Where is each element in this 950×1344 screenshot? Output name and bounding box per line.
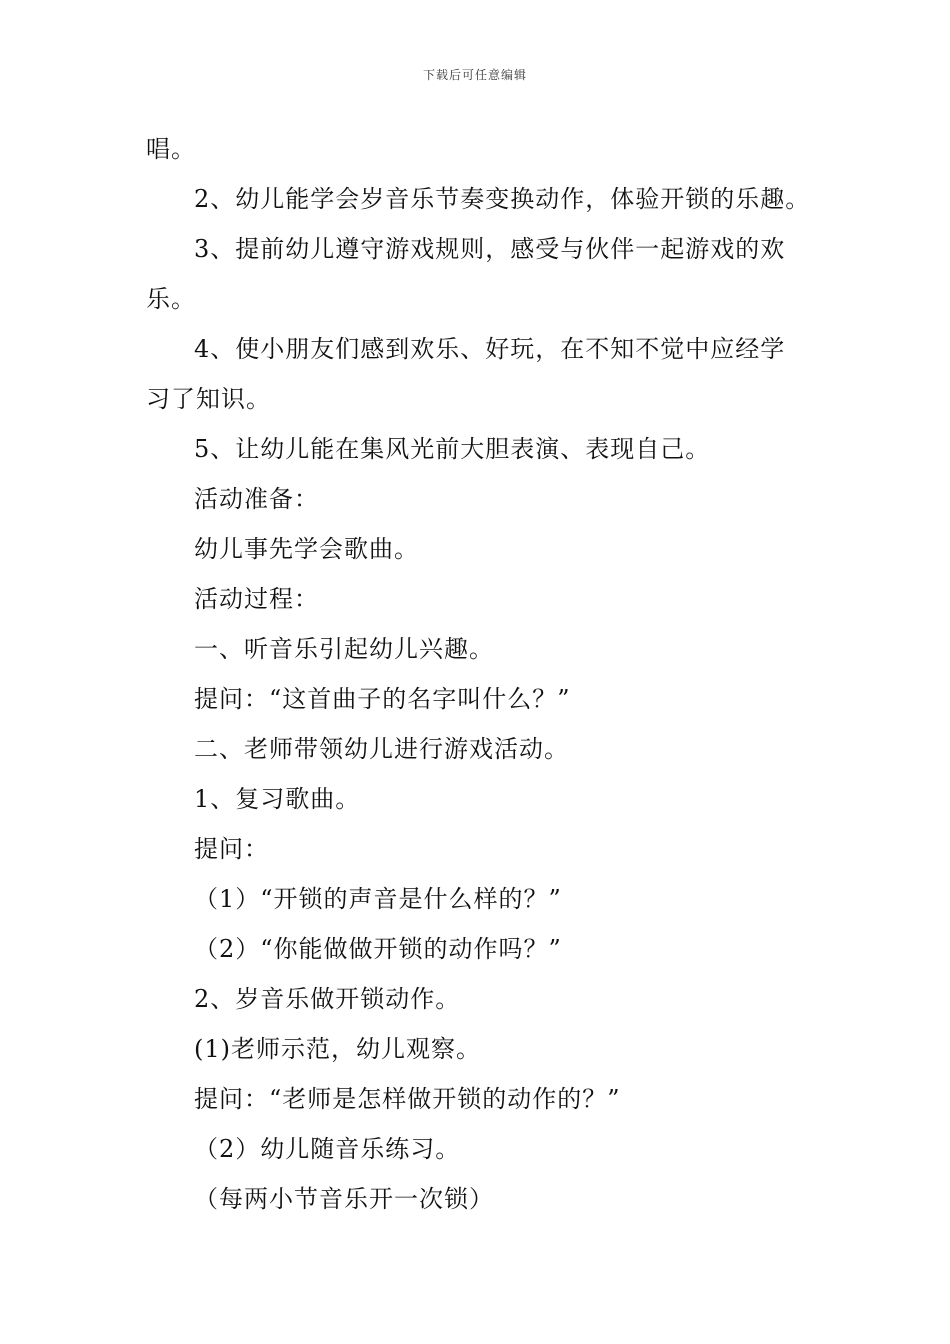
- page-header: 下载后可任意编辑: [422, 68, 527, 82]
- paragraph-line: 4、使小朋友们感到欢乐、好玩，在不知不觉中应经学: [194, 335, 786, 363]
- paragraph-line: 提问：“这首曲子的名字叫什么？”: [194, 685, 571, 713]
- paragraph-line: 提问：: [194, 835, 269, 863]
- paragraph-line: 一、听音乐引起幼儿兴趣。: [194, 635, 494, 663]
- document-body: [146, 124, 826, 1224]
- paragraph-line: （1）“开锁的声音是什么样的？”: [194, 885, 562, 913]
- paragraph-line: （2）“你能做做开锁的动作吗？”: [194, 935, 562, 963]
- paragraph-line: 1、复习歌曲。: [194, 785, 361, 813]
- section-heading: 活动准备：: [194, 485, 319, 513]
- paragraph-line: 幼儿事先学会歌曲。: [194, 535, 419, 563]
- paragraph-line: 提问：“老师是怎样做开锁的动作的？”: [194, 1085, 621, 1113]
- paragraph-line: （2）幼儿随音乐练习。: [194, 1135, 461, 1163]
- paragraph-line: 2、岁音乐做开锁动作。: [194, 985, 461, 1013]
- paragraph-line: 习了知识。: [146, 385, 271, 413]
- section-heading: 活动过程：: [194, 585, 319, 613]
- paragraph-line: 5、让幼儿能在集风光前大胆表演、表现自己。: [194, 435, 711, 463]
- paragraph-line: 二、老师带领幼儿进行游戏活动。: [194, 735, 569, 763]
- paragraph-line: （每两小节音乐开一次锁）: [194, 1185, 494, 1213]
- paragraph-line: 乐。: [146, 285, 196, 313]
- paragraph-line: 2、幼儿能学会岁音乐节奏变换动作，体验开锁的乐趣。: [194, 185, 811, 213]
- paragraph-line: 3、提前幼儿遵守游戏规则，感受与伙伴一起游戏的欢: [194, 235, 786, 263]
- paragraph-line: (1)老师示范，幼儿观察。: [194, 1035, 481, 1063]
- paragraph-line: 唱。: [146, 135, 196, 163]
